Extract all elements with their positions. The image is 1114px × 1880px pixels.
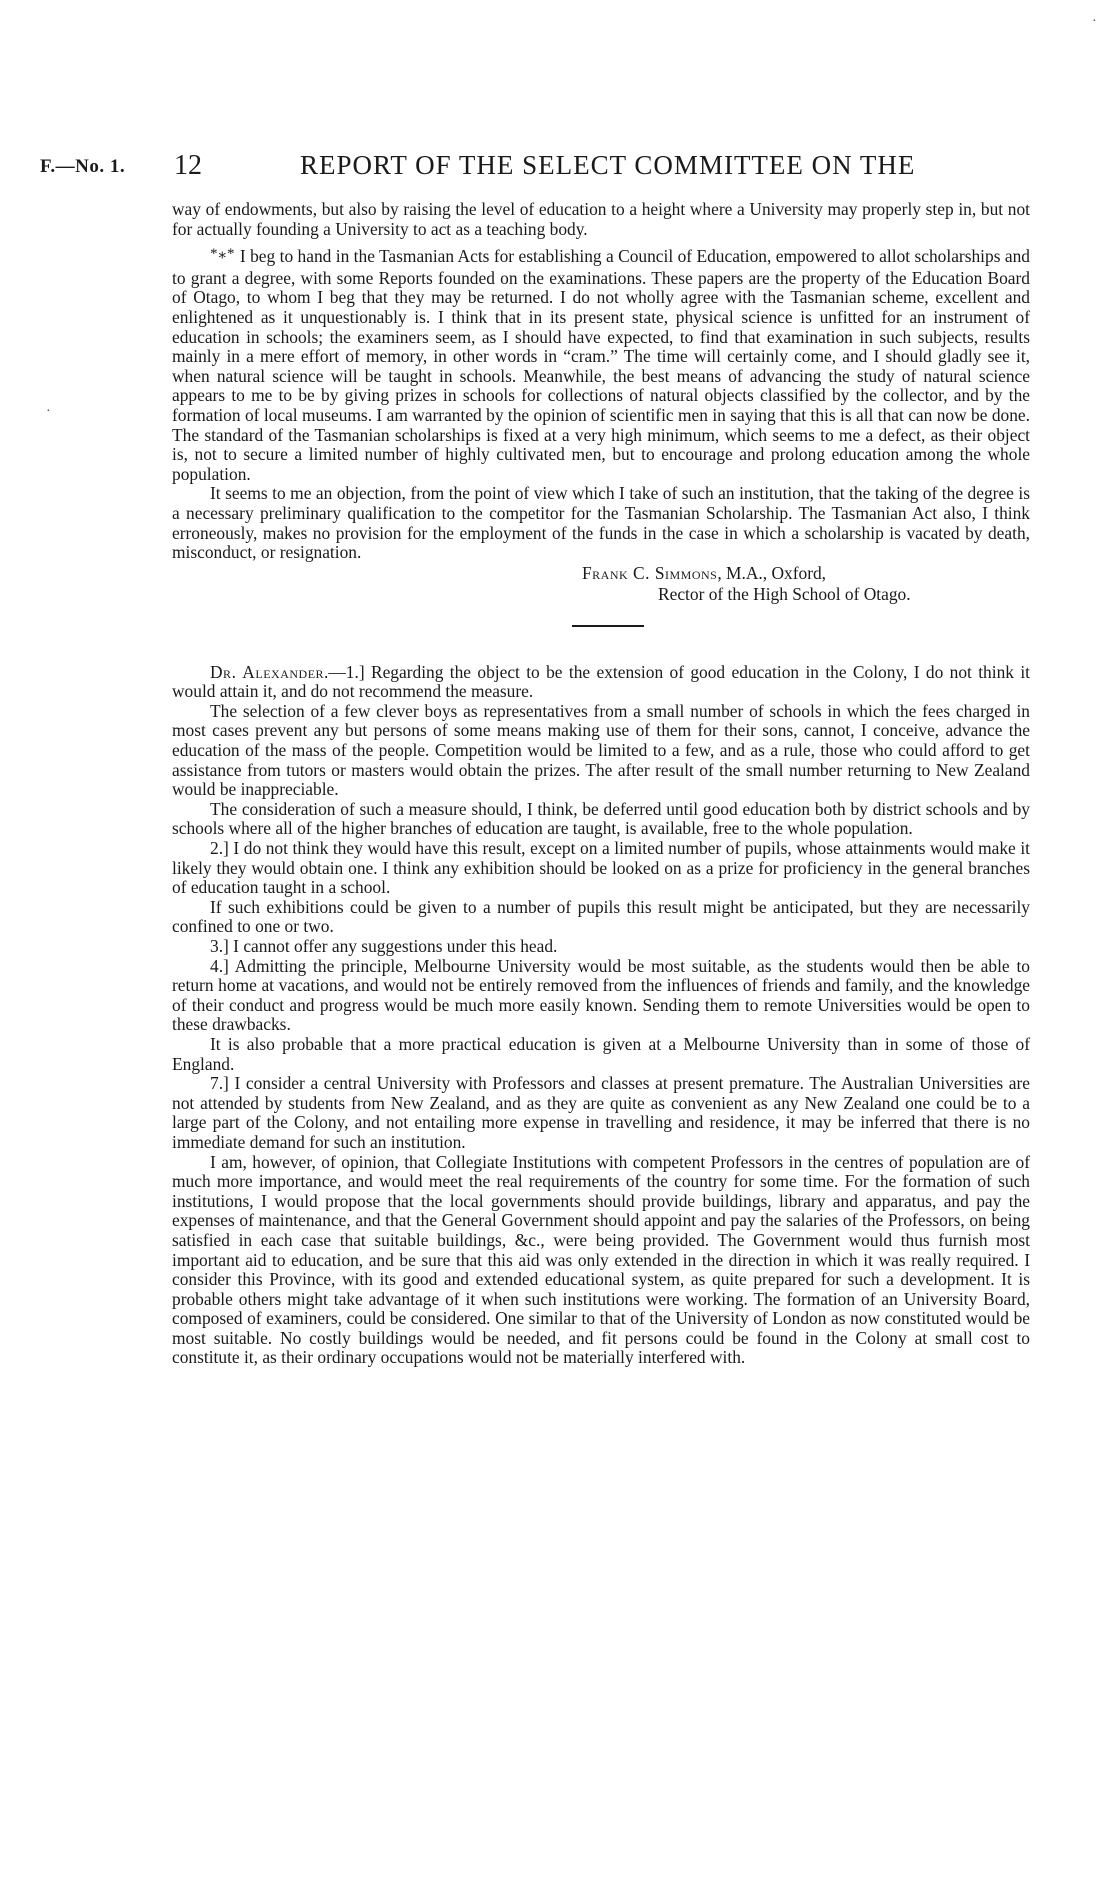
signature-title: Rector of the High School of Otago. [658, 583, 911, 604]
margin-speck: · [46, 404, 51, 419]
question-lead: .—1.] [324, 661, 365, 682]
alexander-paragraph-5: If such exhibitions could be given to a number of pupils this result might be anticipated, but they are necessarily confined to one or two. [172, 896, 1030, 937]
page-header [40, 148, 1080, 184]
alexander-paragraph-7: 4.] Admitting the principle, Melbourne University would be most suitable, as the students would then be able to return home at vacations, and would not be entirely removed from the influences of friends and family, and the knowledge of their conduct and progress would be much more easily known. Sending them to remote Universities would be open to these drawbacks. [172, 955, 1030, 1035]
speaker-name: Dr. Alexander [210, 661, 325, 682]
margin-speck: · [1092, 14, 1097, 29]
alexander-paragraph-8: It is also probable that a more practical education is given at a Melbourne University than in some of those of England. [172, 1033, 1030, 1074]
alexander-paragraph-10: I am, however, of opinion, that Collegiate Institutions with competent Professors in the centres of population are of much more importance, and would meet the real requirements of the country for some time. For the formation of such institutions, I would propose that the local governments should provide buildings, library and apparatus, and pay the expenses of maintenance, and that the General Government should appoint and pay the salaries of the Professors, on being satisfied in each case that suitable buildings, &c., were being provided. The Government would thus furnish most important aid to education, and be sure that this aid was only extended in the direction in which it was really required. I consider this Province, with its good and extended educational system, as quite prepared for such a development. It is probable others might take advantage of it when such institutions were working. The formation of an University Board, composed of examiners, could be considered. One similar to that of the University of London as now constituted would be most suitable. No costly buildings would be needed, and fit persons could be found in the Colony at small cost to constitute it, as their ordinary occupations would not be materially interfered with. [172, 1151, 1030, 1368]
signature-degree: , M.A., Oxford, [717, 562, 827, 583]
simmons-paragraph-2: It seems to me an objection, from the point of view which I take of such an institution, that the taking of the degree is a necessary preliminary qualification to the competitor for the Tasmanian Scholarship. The Tasmanian Act also, I think erroneously, makes no provision for the employment of the funds in the case in which a scholarship is vacated by death, misconduct, or resignation. [172, 483, 1030, 563]
alexander-paragraph-1-text: Regarding the object to be the extension of good education in the Colony, I do not think it would attain it, and do not recommend the measure. [172, 661, 1030, 702]
paper-reference: F.—No. 1. [40, 156, 126, 177]
simmons-paragraph-1 [172, 247, 1030, 484]
continuation-paragraph: way of endowments, but also by raising the level of education to a height where a University may properly step in, but not for actually founding a University to act as a teaching body. [172, 199, 1030, 239]
page-number: 12 [174, 150, 202, 181]
alexander-paragraph-2: The selection of a few clever boys as representatives from a small number of schools in which the fees charged in most cases prevent any but persons of some means making use of them for their sons, cannot, I conceive, advance the education of the mass of the people. Competition would be limited to a few, and as a rule, those who could afford to get assistance from tutors or masters would obtain the prizes. The after result of the small number returning to New Zealand would be inappreciable. [172, 700, 1030, 800]
signature-name: Frank C. Simmons [582, 562, 718, 583]
alexander-paragraph-3: The consideration of such a measure should, I think, be deferred until good education both by district schools and by schools where all of the higher branches of education are taught, is available, free to the whole population. [172, 798, 1030, 839]
section-divider [572, 625, 644, 627]
running-title: REPORT OF THE SELECT COMMITTEE ON THE [300, 150, 916, 180]
simmons-paragraph-1-text: I beg to hand in the Tasmanian Acts for establishing a Council of Education, empowered to allot scholarships and to grant a degree, with some Reports founded on the examinations. These papers are the property of the Education Board of Otago, to whom I beg that they may be returned. I do not wholly agree with the Tasmanian scheme, excellent and enlightened as it unquestionably is. I think that in its present state, physical science is unfitted for an instrument of education in schools; the examiners seem, as I should have expected, to find that examination in such subjects, results mainly in a mere effort of memory, in other words in “cram.” The time will certainly come, and I should gladly see it, when natural science will be taught in schools. Meanwhile, the best means of advancing the study of natural science appears to me to be by giving prizes in schools for collections of natural objects classified by the collector, and by the formation of local museums. I am warranted by the opinion of scientific men in saying that this is all that can now be done. The standard of the Tasmanian scholarships is fixed at a very high minimum, which seems to me a defect, as their object is, not to secure a limited number of highly cultivated men, but to encourage and prolong education among the whole population. [172, 246, 1030, 484]
page-body [172, 200, 1030, 1368]
signature-block [172, 563, 1030, 605]
alexander-paragraph-6: 3.] I cannot offer any suggestions under this head. [210, 936, 558, 956]
alexander-paragraph-4: 2.] I do not think they would have this result, except on a limited number of pupils, whose attainments would make it likely they would obtain one. I think any exhibition should be looked on as a prize for proficiency in the general branches of education taught in a school. [172, 838, 1030, 898]
asterism-mark: *⁎* [210, 246, 236, 263]
alexander-paragraph-1 [172, 663, 1030, 702]
alexander-paragraph-9: 7.] I consider a central University with Professors and classes at present premature. The Australian Universities are not attended by students from New Zealand, and as they are quite as convenient as any New Zealand one could be to a large part of the Colony, and not entailing more expense in travelling and residence, it may be inferred that there is no immediate demand for such an institution. [172, 1073, 1030, 1152]
